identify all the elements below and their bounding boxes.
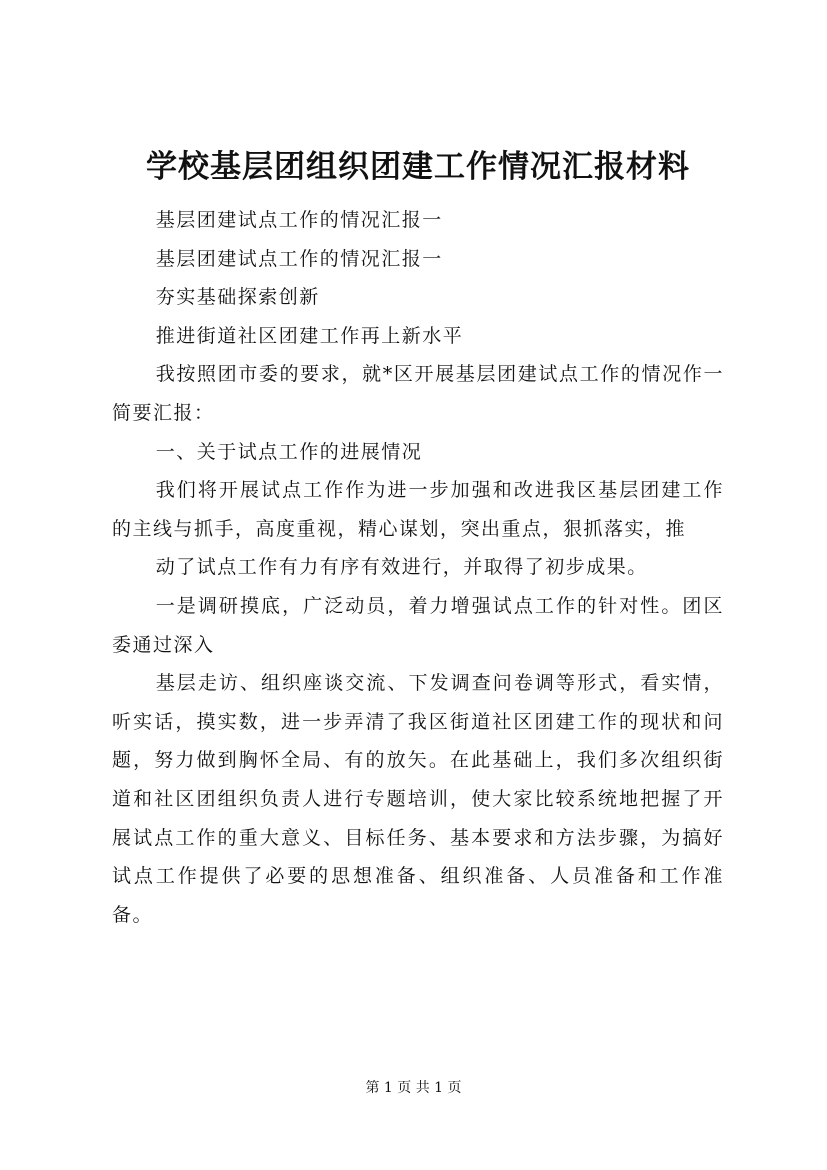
paragraph: 基层团建试点工作的情况汇报一 <box>155 209 443 231</box>
paragraph: 夯实基础探索创新 <box>155 286 320 309</box>
paragraph: 我们将开展试点工作作为进一步加强和改进我区基层团建工作的主线与抓手，高度重视，精心谋划，突出重点，狠抓落实，推 <box>112 479 724 540</box>
page-footer: 第 1 页 共 1 页 <box>365 1080 462 1096</box>
document-body <box>112 201 724 934</box>
paragraph: 动了试点工作有力有序有效进行，并取得了初步成果。 <box>155 556 648 579</box>
section-heading: 一、关于试点工作的进展情况 <box>155 440 423 463</box>
paragraph: 一是调研摸底，广泛动员，着力增强试点工作的针对性。团区委通过深入 <box>112 594 724 656</box>
paragraph: 我按照团市委的要求，就*区开展基层团建试点工作的情况作一简要汇报： <box>112 363 724 424</box>
paragraph: 基层走访、组织座谈交流、下发调查问卷调等形式，看实情，听实话，摸实数，进一步弄清了我区街道社区团建工作的现状和问题，努力做到胸怀全局、有的放矢。在此基础上，我们多次组织街道和社区团组织负责人进行专题培训，使大家比较系统地把握了开展试点工作的重大意义、目标任务、基本要求和方法步骤，为搞好试点工作提供了必要的思想准备、组织准备、人员准备和工作准备。 <box>112 672 724 926</box>
document-title: 学校基层团组织团建工作情况汇报材料 <box>146 149 690 185</box>
paragraph: 推进街道社区团建工作再上新水平 <box>155 324 464 347</box>
paragraph: 基层团建试点工作的情况汇报一 <box>155 247 443 270</box>
